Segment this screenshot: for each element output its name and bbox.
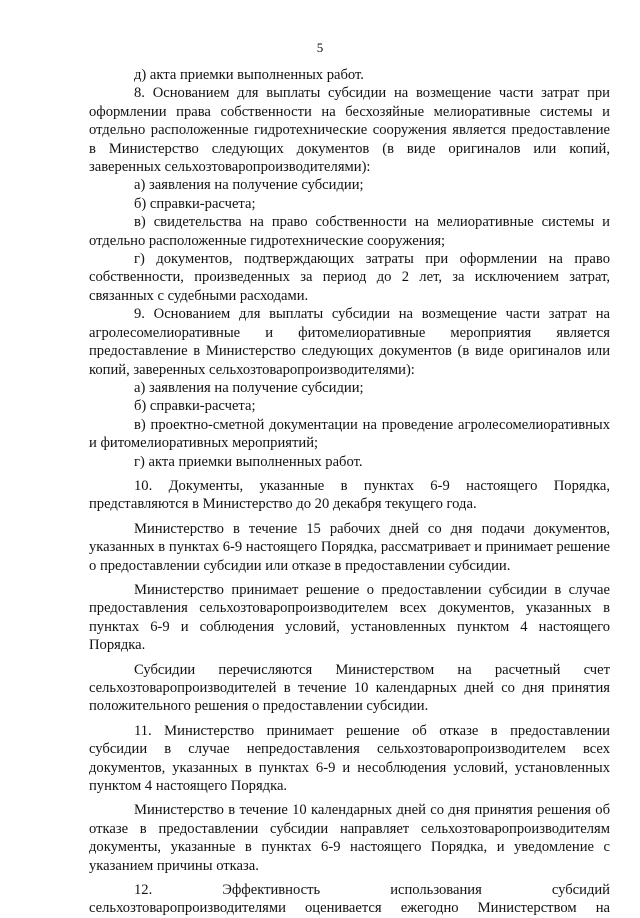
paragraph-transfer: Субсидии перечисляются Министерством на расчетный счет сельхозтоваропроизводителей в течение 10 календарных дней со дня принятия положительного решения о предоставлении субсидии.: [89, 661, 610, 715]
paragraph-8-item-a: а) заявления на получение субсидии;: [134, 177, 364, 194]
paragraph-9-item-g: г) акта приемки выполненных работ.: [134, 453, 363, 470]
paragraph-refusal-notice: Министерство в течение 10 календарных дней со дня принятия решения об отказе в предоставлении субсидии направляет сельхозтоваропроизводителям документы, указанные в пунктах 6-9 настоящего Порядка, и уведомление с указанием причины отказа.: [89, 802, 610, 874]
paragraph-9-item-b: б) справки-расчета;: [134, 398, 256, 415]
paragraph-review-period: Министерство в течение 15 рабочих дней со дня подачи документов, указанных в пунктах 6-9 настоящего Порядка, рассматривает и принимает решение о предоставлении субсидии или отказе в предоставлении субсидии.: [89, 520, 610, 574]
page-number: 5: [316, 40, 324, 55]
paragraph-8-item-b: б) справки-расчета;: [134, 195, 256, 212]
paragraph-8-item-g: г) документов, подтверждающих затраты при оформлении на право собственности, произведенных за период до 2 лет, за исключением затрат, связанных с судебными расходами.: [89, 251, 610, 304]
paragraph-grant-decision: Министерство принимает решение о предоставлении субсидии в случае предоставления сельхозтоваропроизводителем всех документов, указанных в пунктах 6-9 и соблюдения условий, установленных пунктом 4 настоящего Порядка.: [89, 581, 610, 654]
document-body: [89, 66, 610, 918]
paragraph-9-item-v: в) проектно-сметной документации на проведение агролесомелиоративных и фитомелиоративных мероприятий;: [89, 416, 610, 452]
paragraph-11-refusal: 11. Министерство принимает решение об отказе в предоставлении субсидии в случае непредоставления сельхозтоваропроизводителем всех документов, указанных в пунктах 6-9 и несоблюдения условий, установленных пунктом 4 настоящего Порядка.: [89, 722, 610, 795]
paragraph-10-deadline: 10. Документы, указанные в пунктах 6-9 настоящего Порядка, представляются в Министерство до 20 декабря текущего года.: [89, 477, 610, 513]
paragraph-12-efficiency: 12. Эффективность использования субсидий сельхозтоваропроизводителями оценивается ежегодно Министерством на: [89, 882, 610, 917]
paragraph-8-item-v: в) свидетельства на право собственности на мелиоративные системы и отдельно расположенные гидротехнические сооружения;: [89, 214, 610, 249]
paragraph-9-basis: 9. Основанием для выплаты субсидии на возмещение части затрат на агролесомелиоративные и фитомелиоративные мероприятия является предоставление в Министерство следующих документов (в виде оригиналов или копий, заверенных сельхозтоваропроизводителями):: [89, 306, 610, 378]
paragraph-8-basis: 8. Основанием для выплаты субсидии на возмещение части затрат при оформлении права собственности на бесхозяйные мелиоративные системы и отдельно расположенные гидротехнические сооружения является предоставление в Министерство следующих документов (в виде оригиналов или копий, заверенных сельхозтоваропроизводителями):: [89, 85, 610, 176]
paragraph-act-acceptance-d: д) акта приемки выполненных работ.: [134, 67, 364, 83]
paragraph-9-item-a: а) заявления на получение субсидии;: [134, 379, 364, 396]
